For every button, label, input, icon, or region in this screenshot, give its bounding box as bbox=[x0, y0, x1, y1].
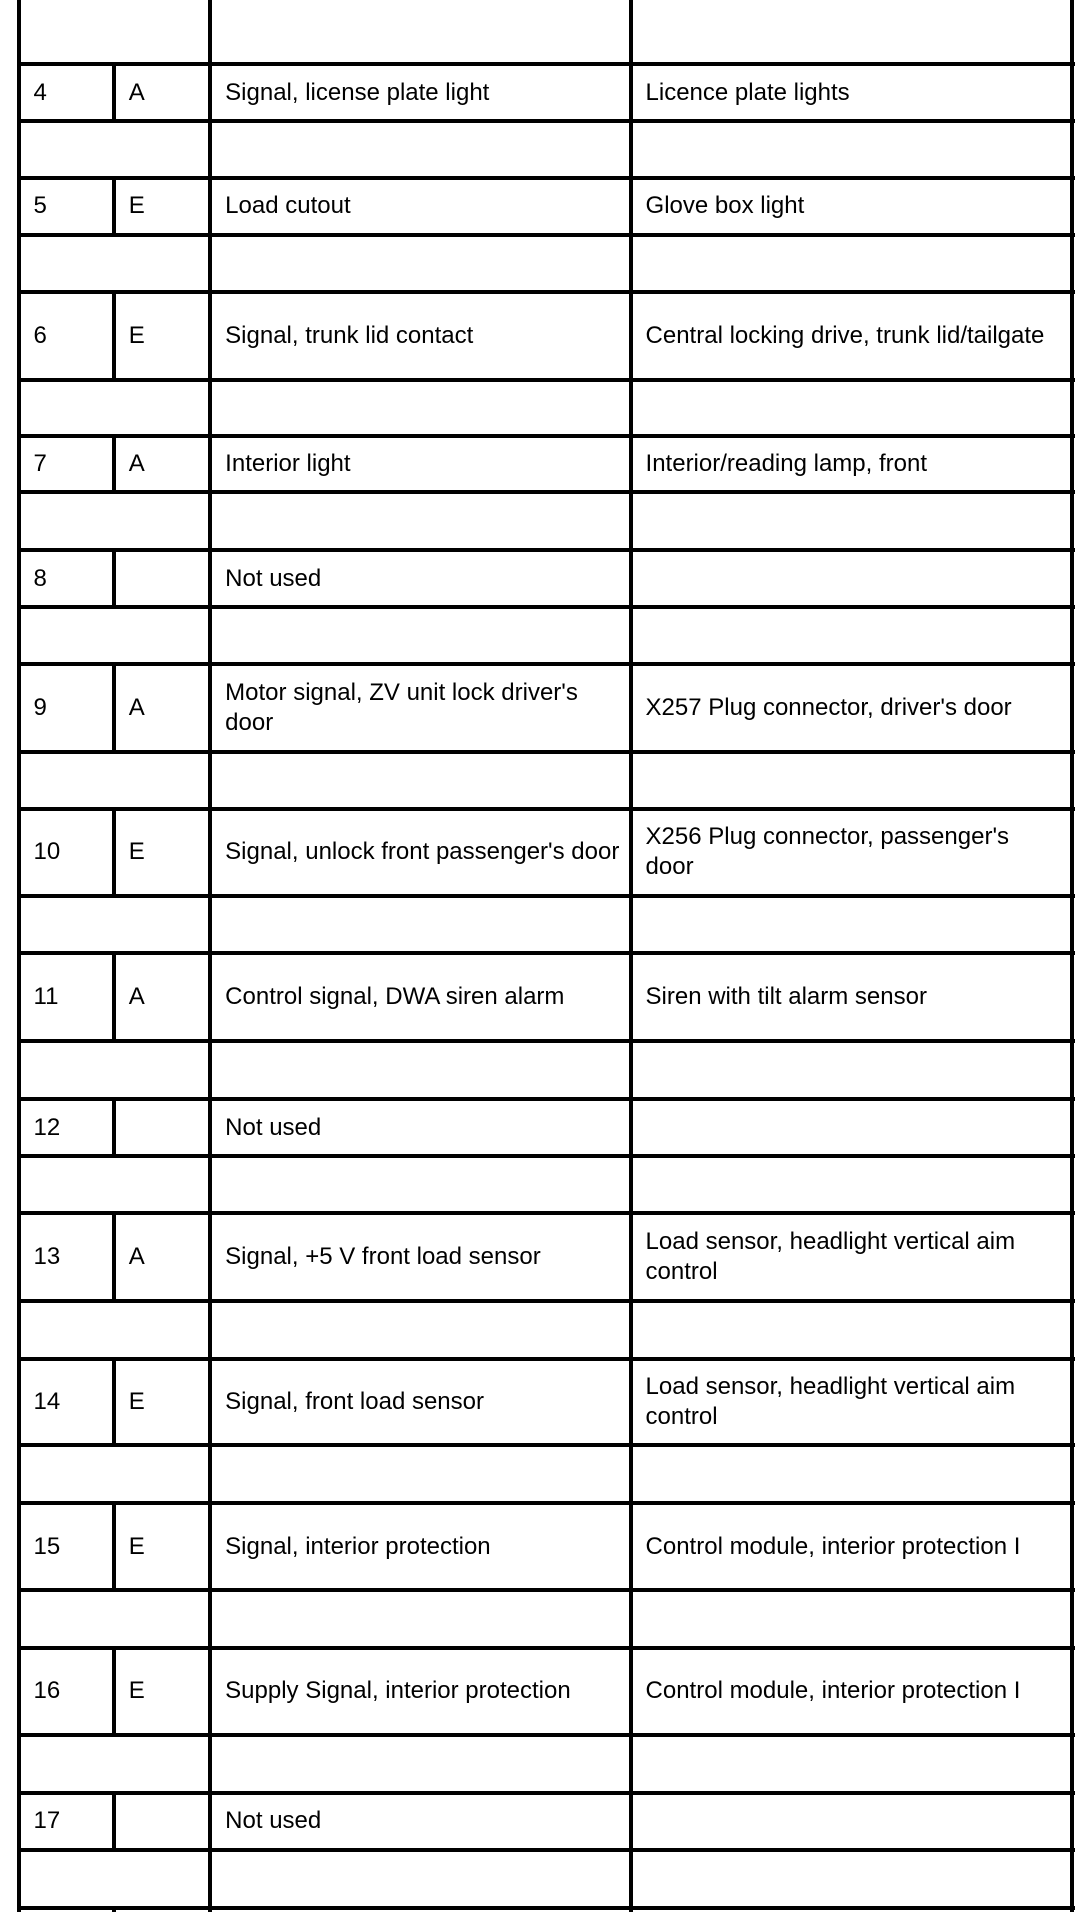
pin-number-cell: 14 bbox=[33, 1388, 61, 1416]
signal-description-cell: Signal, front load sensor bbox=[225, 1388, 484, 1416]
direction-cell: E bbox=[128, 1532, 145, 1560]
table-rule bbox=[18, 378, 1075, 382]
component-cell: Load sensor, headlight vertical aim control bbox=[645, 1227, 1016, 1285]
signal-description-cell: Signal, interior protection bbox=[225, 1532, 491, 1560]
direction-cell bbox=[116, 1795, 208, 1848]
table-rule bbox=[18, 1848, 1075, 1852]
direction-cell: A bbox=[128, 693, 145, 721]
table-rule bbox=[18, 490, 1075, 494]
direction-cell bbox=[116, 1101, 208, 1154]
pin-number-cell: 10 bbox=[33, 838, 61, 866]
direction-cell: E bbox=[128, 838, 145, 866]
component-cell: Licence plate lights bbox=[645, 78, 850, 106]
table-rule bbox=[18, 1906, 1075, 1910]
pin-number-cell: 9 bbox=[33, 693, 47, 721]
table-rule bbox=[18, 750, 1075, 754]
direction-cell: E bbox=[128, 321, 145, 349]
column-divider bbox=[1070, 0, 1074, 1912]
table-rule bbox=[18, 605, 1075, 609]
pin-number-cell: 16 bbox=[33, 1677, 61, 1705]
direction-cell: E bbox=[128, 192, 145, 220]
pin-number-cell: 7 bbox=[33, 450, 47, 478]
signal-description-cell: Not used bbox=[225, 1113, 322, 1141]
component-cell: Interior/reading lamp, front bbox=[645, 450, 928, 478]
table-rule bbox=[18, 1299, 1075, 1303]
direction-cell bbox=[116, 552, 208, 605]
signal-description-cell: Load cutout bbox=[225, 192, 351, 220]
component-cell: Control module, interior protection I bbox=[645, 1532, 1021, 1560]
direction-cell: A bbox=[128, 983, 145, 1011]
table-rule bbox=[18, 1154, 1075, 1158]
component-cell: Control module, interior protection I bbox=[645, 1677, 1021, 1705]
pin-number-cell: 4 bbox=[33, 78, 47, 106]
direction-cell: A bbox=[128, 1242, 145, 1270]
component-cell: Glove box light bbox=[645, 192, 805, 220]
component-cell bbox=[633, 1101, 1070, 1154]
component-cell bbox=[633, 552, 1070, 605]
direction-cell: A bbox=[128, 450, 145, 478]
signal-description-cell: Signal, +5 V front load sensor bbox=[225, 1242, 541, 1270]
signal-description-cell: Control signal, DWA siren alarm bbox=[225, 983, 565, 1011]
table-rule bbox=[18, 1443, 1075, 1447]
pin-number-cell: 5 bbox=[33, 192, 47, 220]
signal-description-cell: Motor signal, ZV unit lock driver's door bbox=[225, 678, 578, 736]
pin-number-cell: 17 bbox=[33, 1807, 61, 1835]
pin-number-cell: 15 bbox=[33, 1532, 61, 1560]
signal-description-cell: Not used bbox=[225, 564, 322, 592]
signal-description-cell: Signal, trunk lid contact bbox=[225, 321, 474, 349]
component-cell: Central locking drive, trunk lid/tailgate bbox=[645, 321, 1045, 349]
table-rule bbox=[18, 1039, 1075, 1043]
table-rule bbox=[18, 119, 1075, 123]
pin-number-cell: 12 bbox=[33, 1113, 61, 1141]
component-cell: X257 Plug connector, driver's door bbox=[645, 693, 1012, 721]
signal-description-cell: Supply Signal, interior protection bbox=[225, 1677, 571, 1705]
table-rule bbox=[18, 894, 1075, 898]
table-rule bbox=[18, 1588, 1075, 1592]
pin-number-cell: 13 bbox=[33, 1242, 61, 1270]
direction-cell: A bbox=[128, 78, 145, 106]
signal-description-cell: Signal, unlock front passenger's door bbox=[225, 838, 620, 866]
table-rule bbox=[18, 233, 1075, 237]
component-cell: Siren with tilt alarm sensor bbox=[645, 983, 927, 1011]
direction-cell: E bbox=[128, 1388, 145, 1416]
signal-description-cell: Not used bbox=[225, 1807, 322, 1835]
signal-description-cell: Interior light bbox=[225, 450, 351, 478]
signal-description-cell: Signal, license plate light bbox=[225, 78, 490, 106]
component-cell bbox=[633, 1795, 1070, 1848]
component-cell: X256 Plug connector, passenger's door bbox=[645, 823, 1010, 881]
pin-number-cell: 6 bbox=[33, 321, 47, 349]
column-divider bbox=[112, 1908, 116, 1912]
component-cell: Load sensor, headlight vertical aim control bbox=[645, 1373, 1016, 1431]
direction-cell: E bbox=[128, 1677, 145, 1705]
pin-number-cell: 11 bbox=[33, 983, 59, 1011]
table-rule bbox=[18, 1733, 1075, 1737]
pin-number-cell: 8 bbox=[33, 564, 47, 592]
